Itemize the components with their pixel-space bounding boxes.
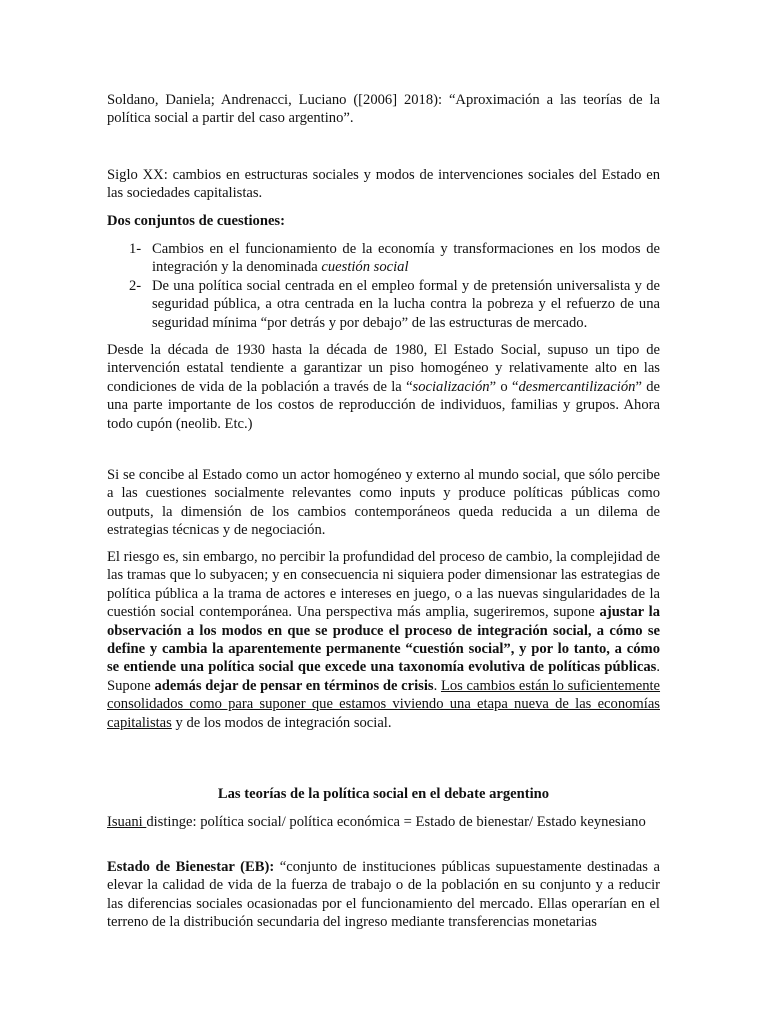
isuani-paragraph	[107, 813, 660, 831]
state-concept-paragraph	[107, 466, 660, 540]
socializacion-term: socialización	[412, 378, 490, 395]
eb-definition-paragraph	[107, 858, 660, 931]
citation-paragraph	[107, 91, 660, 128]
desmercantilizacion-term: desmercantilización	[518, 378, 636, 395]
question-sets-list	[129, 240, 660, 332]
question-sets-heading	[107, 212, 660, 230]
intro-paragraph	[107, 166, 660, 203]
paragraph-text: ” o “	[489, 378, 519, 395]
bold-phrase: además dejar de pensar en términos de crisis	[154, 677, 434, 694]
list-item-emphasis: cuestión social	[321, 259, 409, 276]
author-name: Isuani	[107, 814, 147, 830]
list-item	[129, 277, 660, 332]
risk-paragraph	[107, 548, 660, 732]
paragraph-text: El riesgo es, sin embargo, no percibir la profundidad del proceso de cambio, la complejidad de las tramas que lo subyacen; y en consecuencia ni siquiera poder dimensionar las estrategias de política pública a la trama de actores e intereses en juego, o a las nuevas singularidades de la cuestión social contemporánea. Una perspectiva más amplia, sugeriremos, supone	[107, 549, 660, 621]
eb-term: Estado de Bienestar (EB):	[107, 859, 275, 875]
bold-phrase: ajustar la observación a los modos en que se produce el proceso de integración social, a cómo se define y cambia la aparentemente permanente “cuestión social”, y por lo tanto, a cómo se entiende una política social que excede una taxonomía evolutiva de políticas públicas	[107, 604, 660, 676]
underlined-phrase: Los cambios están lo suficientemente consolidados como para suponer que estamos viviendo una etapa nueva de las economías capitalistas	[107, 677, 661, 731]
citation-text: Soldano, Daniela; Andrenacci, Luciano ([2006] 2018): “Aproximación a las teorías de la política social a partir del caso argentino”.	[107, 92, 660, 127]
question-sets-heading-text: Dos conjuntos de cuestiones:	[107, 213, 285, 229]
paragraph-text: Desde la década de 1930 hasta la década de 1980, El Estado Social, supuso un tipo de intervención estatal tendiente a garantizar un piso homogéneo y relativamente alto en las condiciones de vida de la población a través de la “	[107, 342, 660, 395]
list-item-text: Cambios en el funcionamiento de la economía y transformaciones en los modos de integración y la denominada	[152, 241, 660, 276]
paragraph-text: Si se concibe al Estado como un actor homogéneo y externo al mundo social, que sólo percibe a las cuestiones socialmente relevantes como inputs y produce políticas públicas como outputs, la dimensión de los cambios contemporáneos queda reducida a un dilema de estrategias técnicas y de negociación.	[107, 467, 660, 539]
paragraph-text: distinge: política social/ política económica = Estado de bienestar/ Estado keynesiano	[146, 814, 646, 830]
section-title	[107, 785, 660, 803]
list-item-number: 1-	[129, 241, 142, 257]
section-title-text: Las teorías de la política social en el debate argentino	[217, 786, 550, 802]
paragraph-text: .	[433, 677, 441, 694]
list-item-text: De una política social centrada en el empleo formal y de pretensión universalista y de seguridad pública, a otra centrada en la lucha contra la pobreza y el refuerzo de una seguridad mínima “por detrás y por debajo” de las estructuras de mercado.	[152, 277, 660, 331]
paragraph-text: ” de una parte importante de los costos de reproducción de individuos, familias y grupos. Ahora todo cupón (neolib. Etc.)	[107, 378, 660, 432]
intro-text: Siglo XX: cambios en estructuras sociales y modos de intervenciones sociales del Estado en las sociedades capitalistas.	[107, 167, 660, 202]
paragraph-text: . Supone	[107, 659, 660, 694]
list-item	[129, 240, 660, 277]
welfare-state-paragraph	[107, 341, 660, 433]
list-item-number: 2-	[129, 277, 142, 294]
paragraph-text: y de los modos de integración social.	[171, 714, 392, 731]
paragraph-text: “conjunto de instituciones públicas supuestamente destinadas a elevar la calidad de vida de la fuerza de trabajo o de la población en su conjunto y a reducir las diferencias sociales ocasionadas por el funcionamiento del mercado. Ellas operarían en el terreno de la distribución secundaria del ingreso mediante transferencias monetarias	[107, 859, 660, 931]
